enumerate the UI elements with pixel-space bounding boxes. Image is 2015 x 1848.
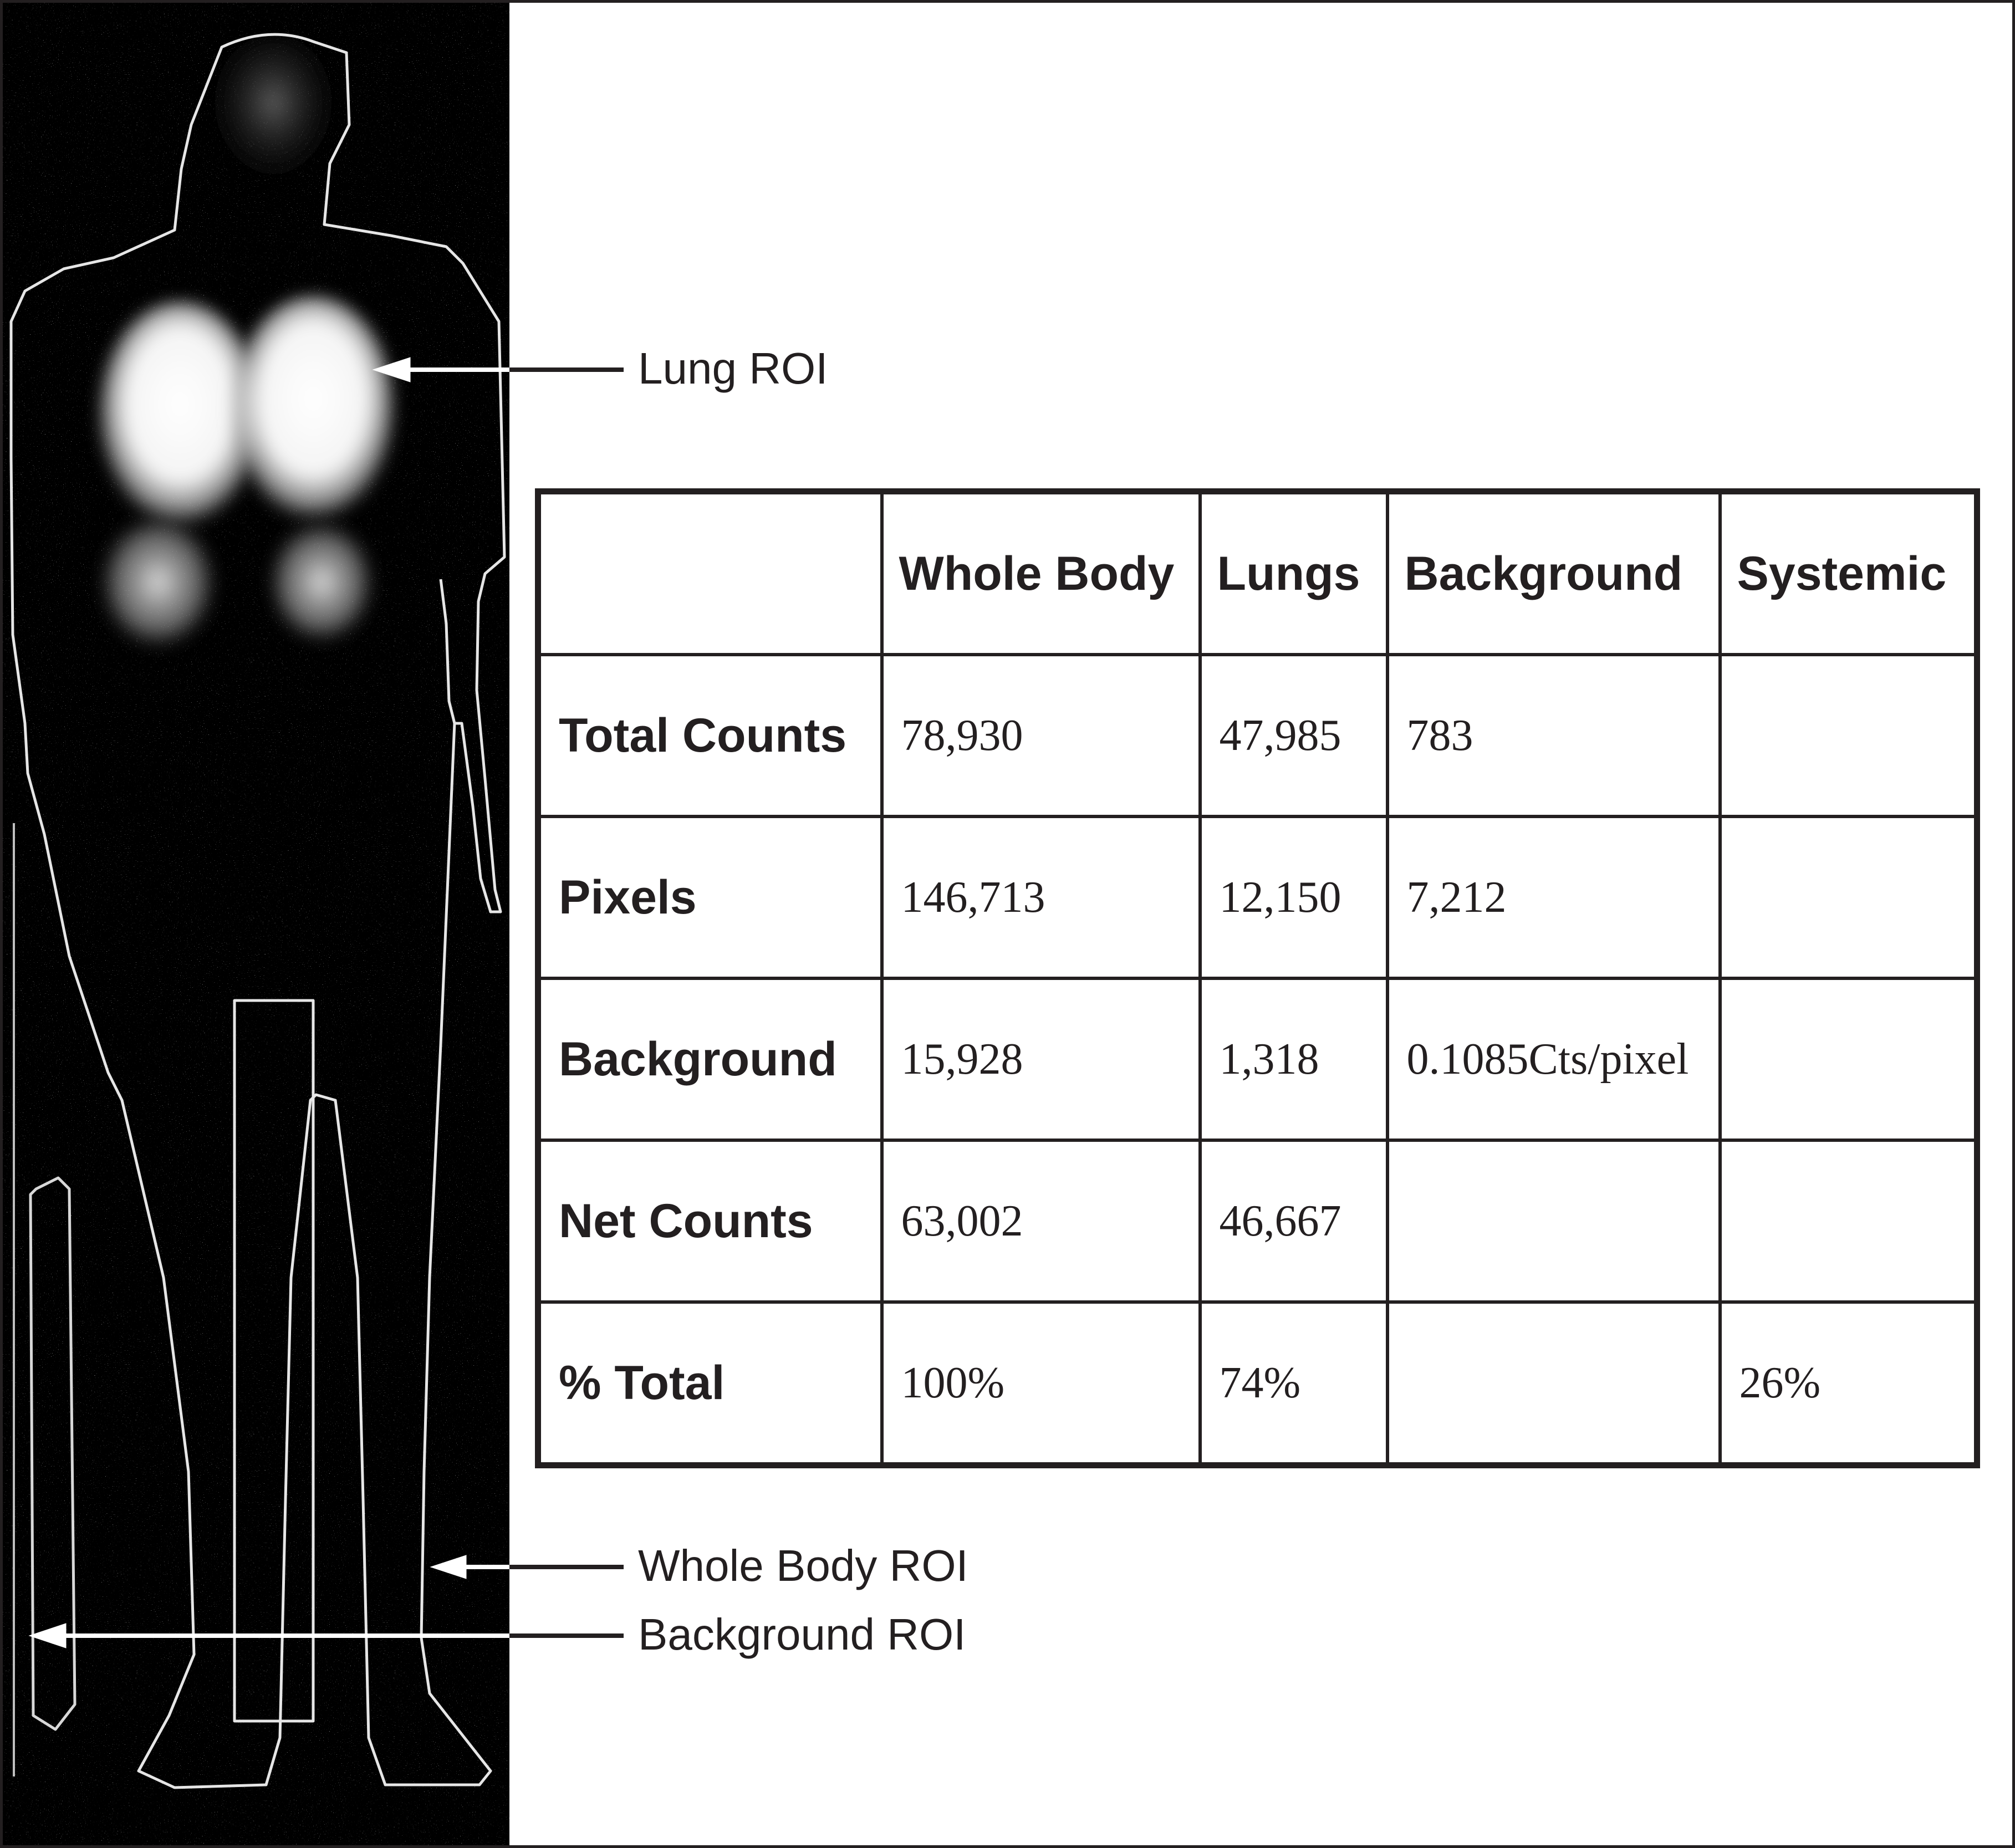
lung-roi-arrowhead [373, 358, 410, 382]
cell-percent-total-whole-body: 100% [882, 1302, 1200, 1466]
cell-net-counts-background [1387, 1140, 1720, 1302]
cell-total-counts-lungs: 47,985 [1200, 655, 1387, 816]
row-header-pixels: Pixels [538, 816, 882, 978]
cell-background-systemic [1720, 978, 1977, 1140]
cell-background-background: 0.1085Cts/pixel [1387, 978, 1720, 1140]
cell-pixels-lungs: 12,150 [1200, 816, 1387, 978]
cell-percent-total-systemic: 26% [1720, 1302, 1977, 1466]
column-header-whole-body: Whole Body [882, 492, 1200, 655]
row-header-percent-total: % Total [538, 1302, 882, 1466]
cell-pixels-background: 7,212 [1387, 816, 1720, 978]
background-roi-arrowhead [29, 1624, 66, 1648]
cell-pixels-whole-body: 146,713 [882, 816, 1200, 978]
background-roi-label: Background ROI [638, 1610, 966, 1659]
table-row-percent-total [538, 1302, 1977, 1466]
cell-background-lungs: 1,318 [1200, 978, 1387, 1140]
header-corner-cell [538, 492, 882, 655]
cell-net-counts-whole-body: 63,002 [882, 1140, 1200, 1302]
lung-roi-label: Lung ROI [638, 344, 828, 393]
row-header-background: Background [538, 978, 882, 1140]
row-header-total-counts: Total Counts [538, 655, 882, 816]
cell-pixels-systemic [1720, 816, 1977, 978]
cell-percent-total-background [1387, 1302, 1720, 1466]
row-header-net-counts: Net Counts [538, 1140, 882, 1302]
cell-percent-total-lungs: 74% [1200, 1302, 1387, 1466]
column-header-lungs: Lungs [1200, 492, 1387, 655]
cell-total-counts-whole-body: 78,930 [882, 655, 1200, 816]
whole-body-roi-arrowhead [431, 1555, 466, 1579]
table-row-pixels [538, 816, 1977, 978]
table-row-total-counts [538, 655, 1977, 816]
cell-total-counts-background: 783 [1387, 655, 1720, 816]
table-row-background [538, 978, 1977, 1140]
table-row-net-counts [538, 1140, 1977, 1302]
roi-counts-table [535, 488, 1980, 1468]
cell-net-counts-lungs: 46,667 [1200, 1140, 1387, 1302]
column-header-systemic: Systemic [1720, 492, 1977, 655]
cell-background-whole-body: 15,928 [882, 978, 1200, 1140]
cell-total-counts-systemic [1720, 655, 1977, 816]
whole-body-roi-label: Whole Body ROI [638, 1541, 968, 1590]
table-header-row [538, 492, 1977, 655]
cell-net-counts-systemic [1720, 1140, 1977, 1302]
column-header-background: Background [1387, 492, 1720, 655]
